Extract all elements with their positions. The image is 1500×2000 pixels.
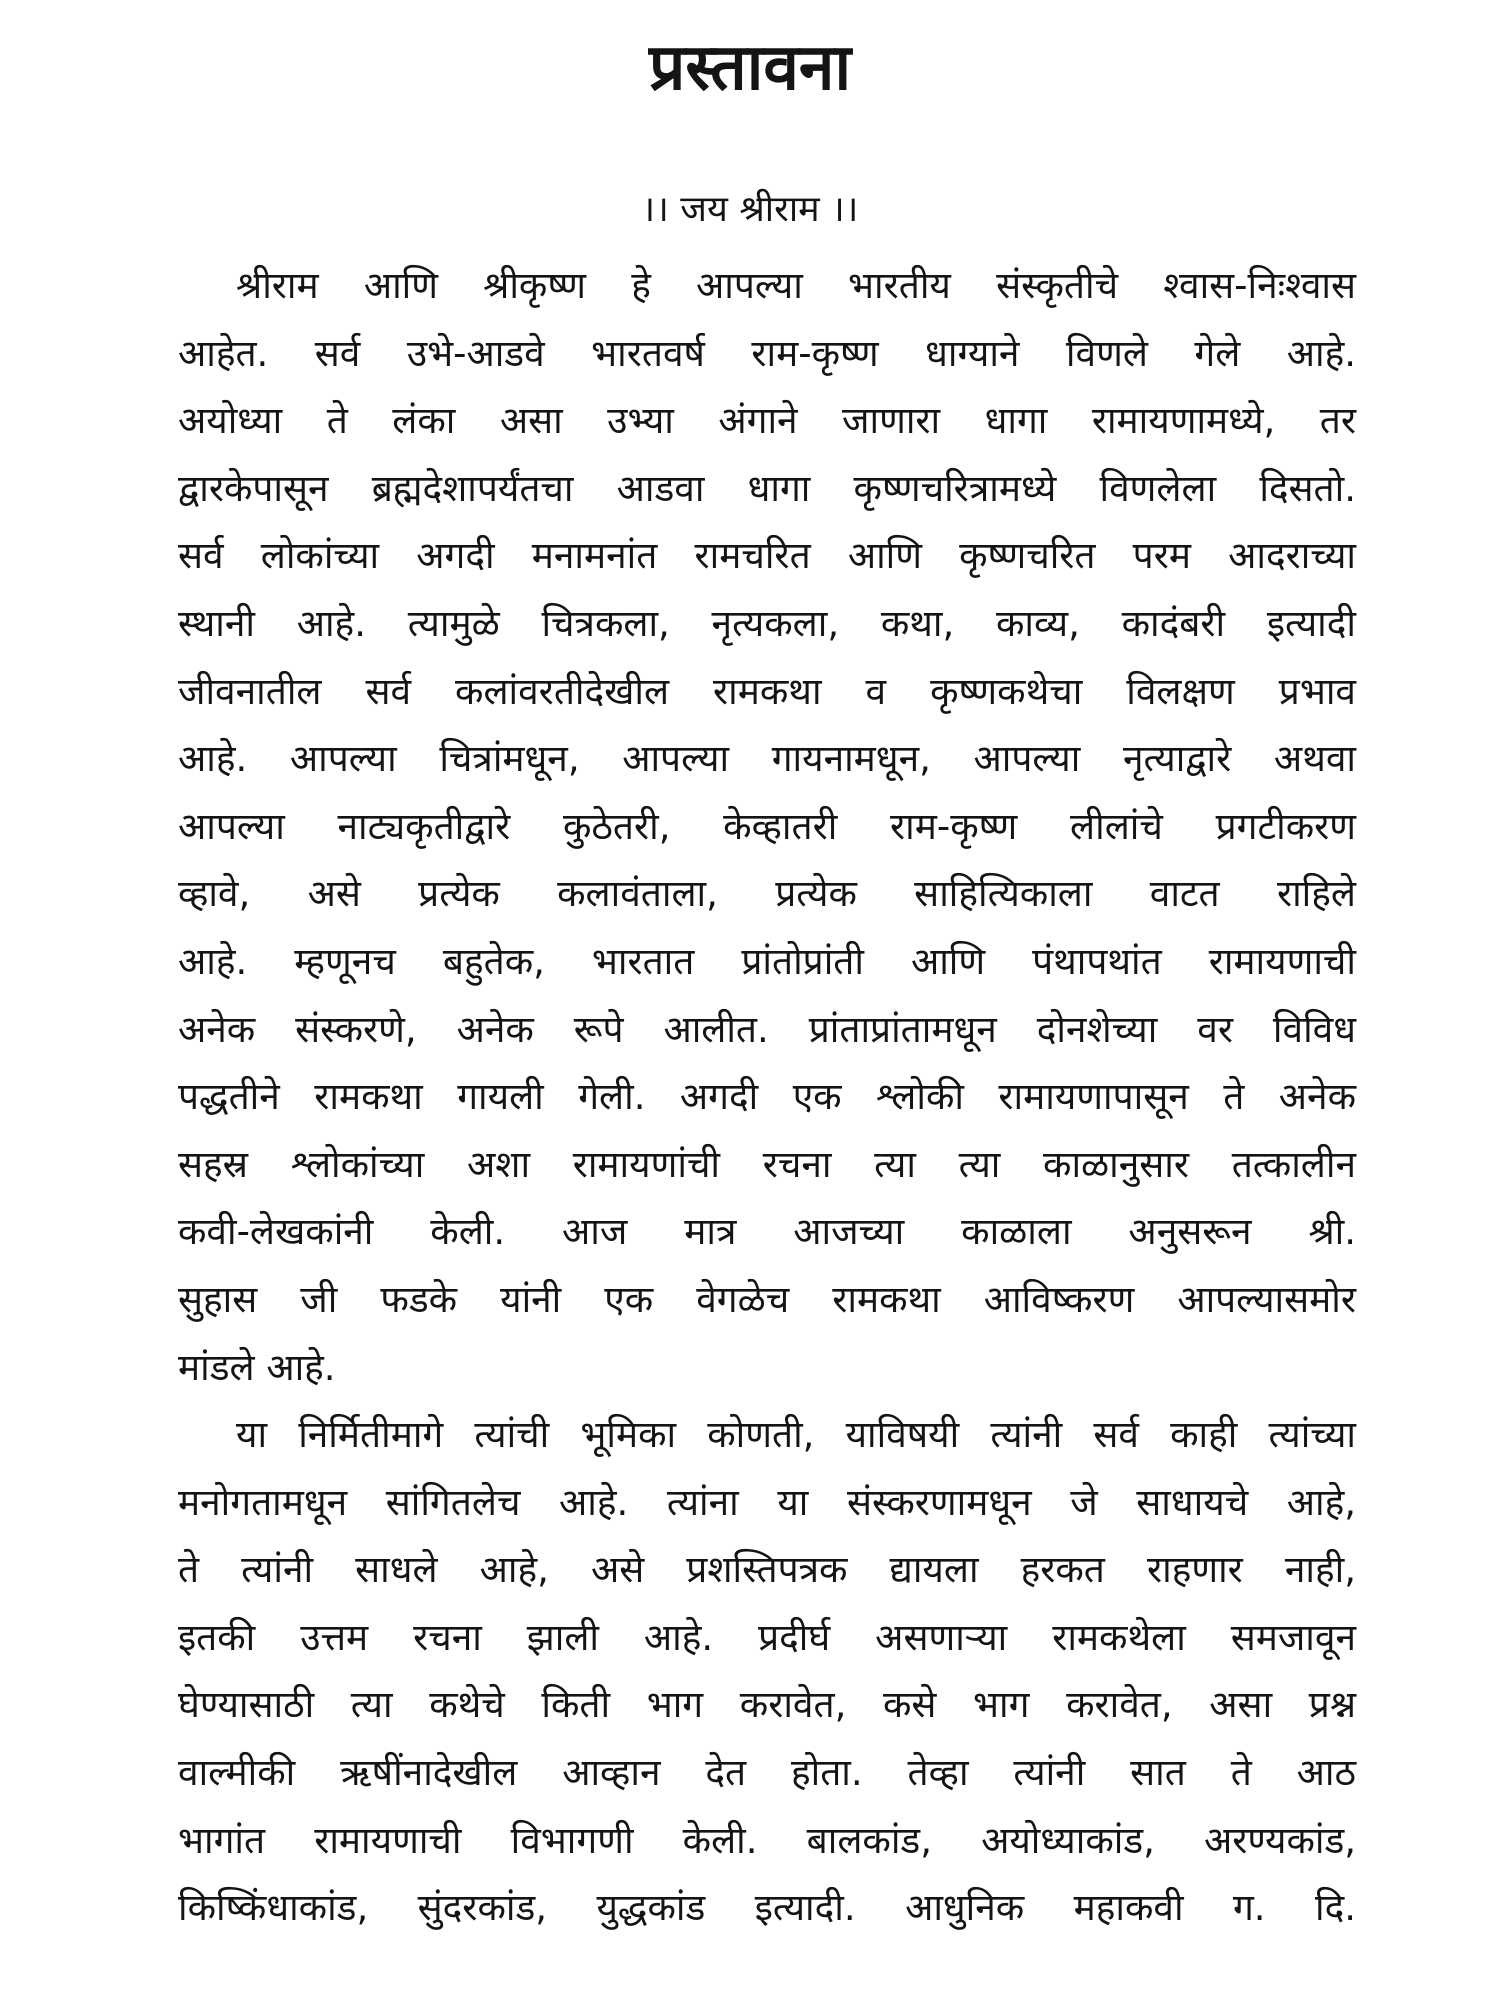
text-line: आपल्या नाट्यकृतीद्वारे कुठेतरी, केव्हातरी राम-कृष्ण लीलांचे प्रगटीकरण	[178, 804, 1356, 848]
text-line: सहस्र श्लोकांच्या अशा रामायणांची रचना त्या त्या काळानुसार तत्कालीन	[178, 1142, 1356, 1186]
text-line: मांडले आहे.	[178, 1345, 336, 1389]
paragraph	[178, 252, 1356, 1401]
text-line: पद्धतीने रामकथा गायली गेली. अगदी एक श्लोकी रामायणापासून ते अनेक	[178, 1075, 1356, 1119]
text-line: आहे. आपल्या चित्रांमधून, आपल्या गायनामधून, आपल्या नृत्याद्वारे अथवा	[178, 737, 1356, 781]
text-line: ते त्यांनी साधले आहे, असे प्रशस्तिपत्रक द्यायला हरकत राहणार नाही,	[178, 1548, 1356, 1592]
text-line: किष्किंधाकांड, सुंदरकांड, युद्धकांड इत्यादी. आधुनिक महाकवी ग. दि.	[178, 1886, 1356, 1930]
text-line: भागांत रामायणाची विभागणी केली. बालकांड, अयोध्याकांड, अरण्यकांड,	[178, 1818, 1356, 1862]
text-line: कवी-लेखकांनी केली. आज मात्र आजच्या काळाला अनुसरून श्री.	[178, 1210, 1356, 1254]
text-line: मनोगतामधून सांगितलेच आहे. त्यांना या संस्करणामधून जे साधायचे आहे,	[178, 1480, 1356, 1524]
page-title: प्रस्तावना	[648, 31, 852, 105]
text-line: द्वारकेपासून ब्रह्मदेशापर्यंतचा आडवा धागा कृष्णचरित्रामध्ये विणलेला दिसतो.	[178, 466, 1356, 510]
text-line: जीवनातील सर्व कलांवरतीदेखील रामकथा व कृष्णकथेचा विलक्षण प्रभाव	[178, 669, 1356, 713]
document-body	[178, 252, 1356, 1942]
text-line: वाल्मीकी ऋषींनादेखील आव्हान देत होता. तेव्हा त्यांनी सात ते आठ	[178, 1751, 1356, 1795]
paragraph	[178, 1401, 1356, 1942]
text-line: अयोध्या ते लंका असा उभ्या अंगाने जाणारा धागा रामायणामध्ये, तर	[178, 399, 1356, 443]
text-line: श्रीराम आणि श्रीकृष्ण हे आपल्या भारतीय संस्कृतीचे श्वास-निःश्वास	[236, 264, 1356, 307]
text-line: स्थानी आहे. त्यामुळे चित्रकला, नृत्यकला, कथा, काव्य, कादंबरी इत्यादी	[178, 601, 1356, 645]
text-line: इतकी उत्तम रचना झाली आहे. प्रदीर्घ असणाऱ्या रामकथेला समजावून	[178, 1615, 1356, 1659]
text-line: आहे. म्हणूनच बहुतेक, भारतात प्रांतोप्रांती आणि पंथापथांत रामायणाची	[178, 939, 1356, 983]
text-line: आहेत. सर्व उभे-आडवे भारतवर्ष राम-कृष्ण धाग्याने विणले गेले आहे.	[178, 331, 1356, 375]
text-line: घेण्यासाठी त्या कथेचे किती भाग करावेत, कसे भाग करावेत, असा प्रश्न	[178, 1683, 1356, 1727]
text-line: व्हावे, असे प्रत्येक कलावंताला, प्रत्येक साहित्यिकाला वाटत राहिले	[178, 872, 1356, 916]
text-line: सुहास जी फडके यांनी एक वेगळेच रामकथा आविष्करण आपल्यासमोर	[178, 1277, 1356, 1321]
text-line: अनेक संस्करणे, अनेक रूपे आलीत. प्रांताप्रांतामधून दोनशेच्या वर विविध	[178, 1007, 1356, 1051]
text-line: सर्व लोकांच्या अगदी मनामनांत रामचरित आणि कृष्णचरित परम आदराच्या	[178, 534, 1356, 578]
invocation-heading: ।। जय श्रीराम ।।	[641, 189, 859, 230]
text-line: या निर्मितीमागे त्यांची भूमिका कोणती, याविषयी त्यांनी सर्व काही त्यांच्या	[236, 1413, 1356, 1457]
